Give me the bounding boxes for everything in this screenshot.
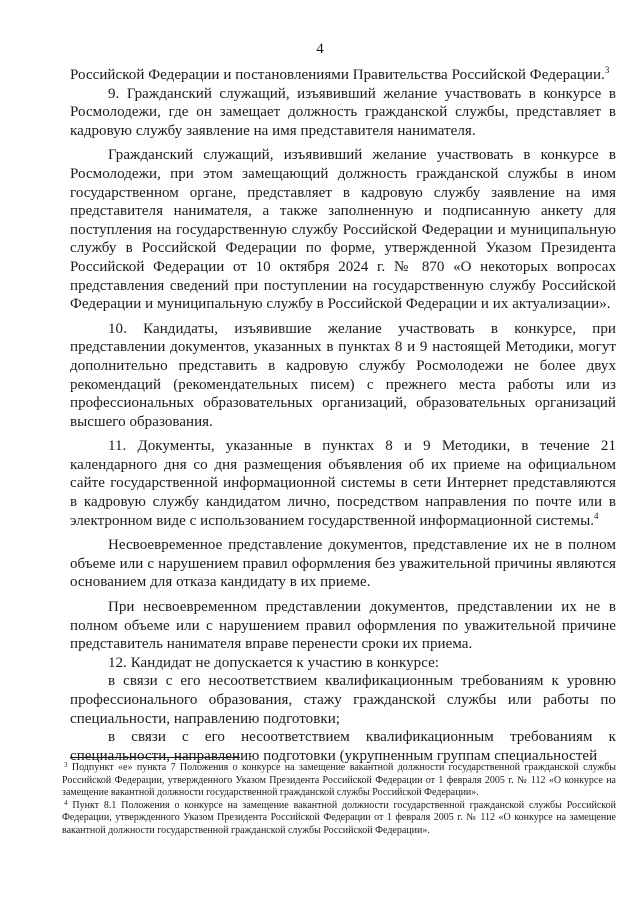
paragraph-text: 11. Документы, указанные в пунктах 8 и 9 Методики, в течение 21 календарного дня со дня размещения объявления об их приеме на официальном сайте государственной информационной системы в сети Интернет представляются в кадровую службу кандидатом лично, посредством направления по почте или в электронном виде с использованием государственной информационной системы. [70,438,616,529]
footnote-3 [62,762,616,800]
footnotes-section [62,762,616,838]
footnote-ref-3[interactable]: 3 [604,65,610,75]
footnote-4 [62,800,616,838]
paragraph-item-10 [70,320,616,432]
footnote-divider [70,757,240,758]
paragraph-item-12 [70,654,616,673]
paragraph-exclusion-specialty [70,728,616,765]
document-body [70,66,616,765]
paragraph-text: 9. Гражданский служащий, изъявивший желание участвовать в конкурсе в Росмолодежи, где он замещает должность гражданской службы, представляет в кадровую службу заявление на имя представителя нанимателя. [70,85,616,139]
paragraph-civil-servant-other-body [70,146,616,313]
page-number: 4 [316,41,324,57]
footnote-text: Подпункт «е» пункта 7 Положения о конкурсе на замещение вакантной должности государственной гражданской службы Российской Федерации, утвержденного Указом Президента Российской Федерации от 1 февраля 2005 г. № 112 «О конкурсе на замещение вакантной должности государственной гражданской службы Российской Федерации». [62,762,617,799]
paragraph-item-9 [70,85,616,141]
paragraph-item-11 [70,437,616,530]
paragraph-text: в связи с его несоответствием квалификационным требованиям к уровню профессионального образования, стажу гражданской службы или работы по специальности, направлению подготовки; [70,673,616,727]
paragraph-text: Гражданский служащий, изъявивший желание участвовать в конкурсе в Росмолодежи, при этом замещающий должность гражданской службы в ином государственном органе, представляет в кадровую службу заявление на имя представителя нанимателя, а также заполненную и подписанную анкету для поступления на государственную службу Российской Федерации и муниципальную службу в Российской Федерации по форме, утвержденной Указом Президента Российской Федерации от 10 октября 2024 г. № 870 «О некоторых вопросах представления сведений при поступлении на государственную службу Российской Федерации и муниципальную службу в Российской Федерации и их актуализации». [70,147,616,313]
paragraph-continuation [70,66,616,85]
paragraph-text: 12. Кандидат не допускается к участию в конкурсе: [108,654,440,671]
paragraph-valid-reason [70,598,616,654]
footnote-text: Пункт 8.1 Положения о конкурсе на замещение вакантной должности государственной гражданской службы Российской Федерации, утвержденного Указом Президента Российской Федерации от 1 февраля 2005 г. № 112 «О конкурсе на замещение вакантной должности государственной гражданской службы Российской Федерации». [62,799,617,836]
paragraph-text: Несвоевременное представление документов, представление их не в полном объеме или с нарушением правил оформления без уважительной причины являются основанием для отказа кандидату в их приеме. [70,537,616,591]
paragraph-text: При несвоевременном представлении документов, представлении их не в полном объеме или с нарушением правил оформления по уважительной причине представитель нанимателя вправе перенести сроки их приема. [70,599,616,653]
paragraph-exclusion-education [70,672,616,728]
paragraph-text: 10. Кандидаты, изъявившие желание участвовать в конкурсе, при представлении документов, указанных в пунктах 8 и 9 настоящей Методики, могут дополнительно представить в кадровую службу Росмолодежи не более двух рекомендаций (рекомендательных писем) с прежнего места работы или из профессиональных образовательных организаций, образовательных организаций высшего образования. [70,320,616,430]
paragraph-text: Российской Федерации и постановлениями Правительства Российской Федерации. [70,67,605,83]
footnote-ref-4[interactable]: 4 [594,510,599,521]
footnote-mark: 3 [64,761,68,769]
paragraph-late-submission [70,536,616,592]
paragraph-text: в связи с его несоответствием квалификационным требованиям к специальности, направлению подготовки (укрупненным группам специальностей [70,729,616,764]
footnote-mark: 4 [64,798,68,807]
